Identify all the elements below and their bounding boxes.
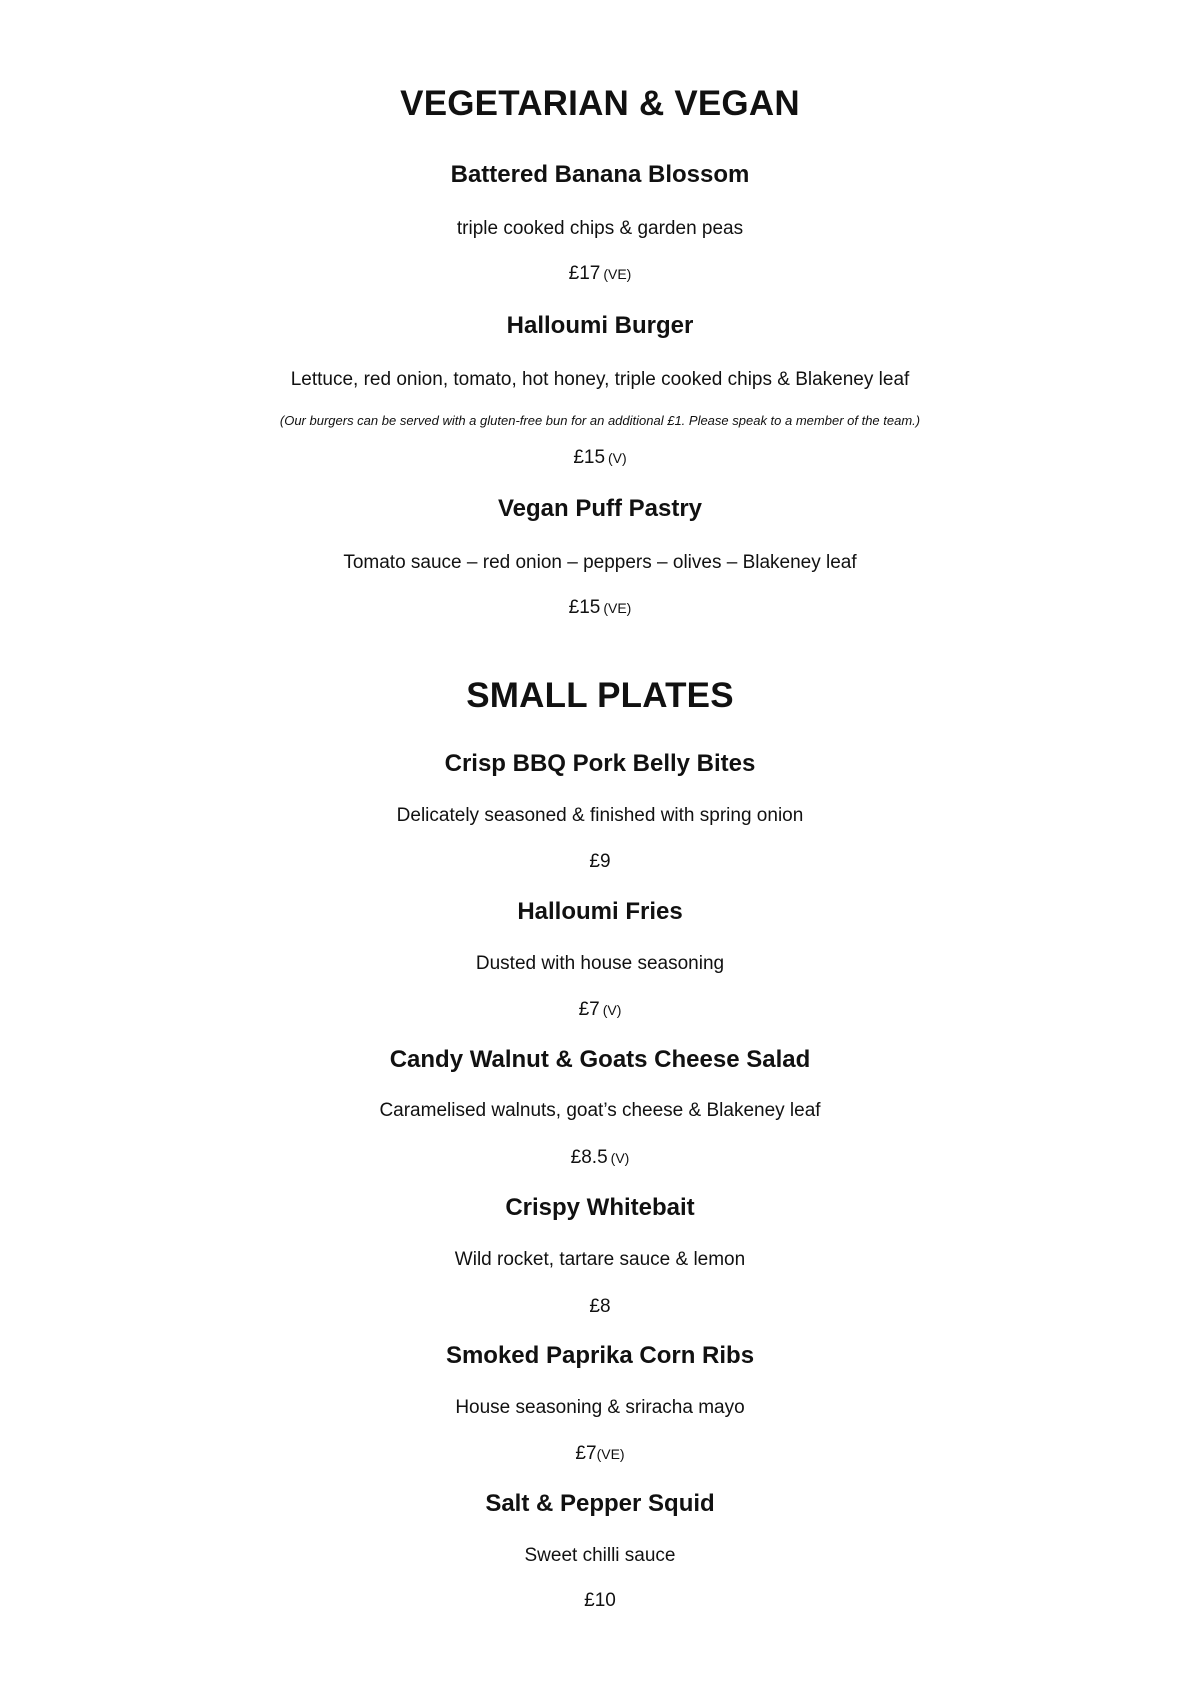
dish-name-banana-blossom: Battered Banana Blossom [450,161,750,188]
dish-name-vegan-puff-pastry: Vegan Puff Pastry [497,495,703,522]
dish-desc-walnut-goats-cheese-salad: Caramelised walnuts, goat’s cheese & Blakeney leaf [379,1100,821,1121]
dish-price-crispy-whitebait [0,1297,1200,1316]
dish-price-corn-ribs [0,1444,1200,1463]
dish-name-corn-ribs: Smoked Paprika Corn Ribs [445,1342,755,1369]
price-value: £17 [568,263,601,284]
dish-desc-salt-pepper-squid: Sweet chilli sauce [524,1545,676,1566]
dish-price-halloumi-burger [0,448,1200,467]
dish-price-salt-pepper-squid [0,1591,1200,1610]
price-value: £15 [568,597,601,618]
price-value: £7 [575,1443,597,1464]
section-title-small-plates: SMALL PLATES [466,676,734,715]
dish-desc-vegan-puff-pastry: Tomato sauce – red onion – peppers – olives – Blakeney leaf [343,552,857,573]
dish-name-halloumi-burger: Halloumi Burger [506,312,694,339]
diet-tag: (V) [602,1002,622,1018]
dish-name-halloumi-fries: Halloumi Fries [517,898,683,925]
price-value: £9 [589,851,611,872]
dish-price-pork-belly-bites [0,852,1200,871]
dish-note-halloumi-burger: (Our burgers can be served with a gluten-free bun for an additional £1. Please speak to a member of the team.) [279,413,921,428]
price-value: £10 [584,1590,616,1611]
diet-tag: (V) [610,1150,630,1166]
dish-name-pork-belly-bites: Crisp BBQ Pork Belly Bites [444,750,756,777]
dish-price-vegan-puff-pastry [0,598,1200,617]
dish-price-banana-blossom [0,264,1200,283]
diet-tag: (VE) [596,1446,625,1462]
diet-tag: (VE) [603,600,632,616]
price-value: £8.5 [570,1147,608,1168]
price-value: £15 [573,447,606,468]
diet-tag: (VE) [603,266,632,282]
dish-desc-banana-blossom: triple cooked chips & garden peas [456,218,744,239]
dish-name-crispy-whitebait: Crispy Whitebait [505,1194,695,1221]
dish-desc-corn-ribs: House seasoning & sriracha mayo [455,1397,745,1418]
dish-name-salt-pepper-squid: Salt & Pepper Squid [485,1490,715,1517]
price-value: £7 [578,999,600,1020]
dish-price-halloumi-fries [0,1000,1200,1019]
dish-desc-crispy-whitebait: Wild rocket, tartare sauce & lemon [454,1249,746,1270]
dish-name-walnut-goats-cheese-salad: Candy Walnut & Goats Cheese Salad [389,1046,811,1073]
dish-desc-pork-belly-bites: Delicately seasoned & finished with spring onion [396,805,804,826]
section-title-vegetarian-vegan: VEGETARIAN & VEGAN [400,84,800,123]
price-value: £8 [589,1296,611,1317]
dish-price-walnut-goats-cheese-salad [0,1148,1200,1167]
diet-tag: (V) [608,450,627,466]
dish-desc-halloumi-fries: Dusted with house seasoning [475,953,725,974]
dish-desc-halloumi-burger: Lettuce, red onion, tomato, hot honey, triple cooked chips & Blakeney leaf [290,369,910,390]
